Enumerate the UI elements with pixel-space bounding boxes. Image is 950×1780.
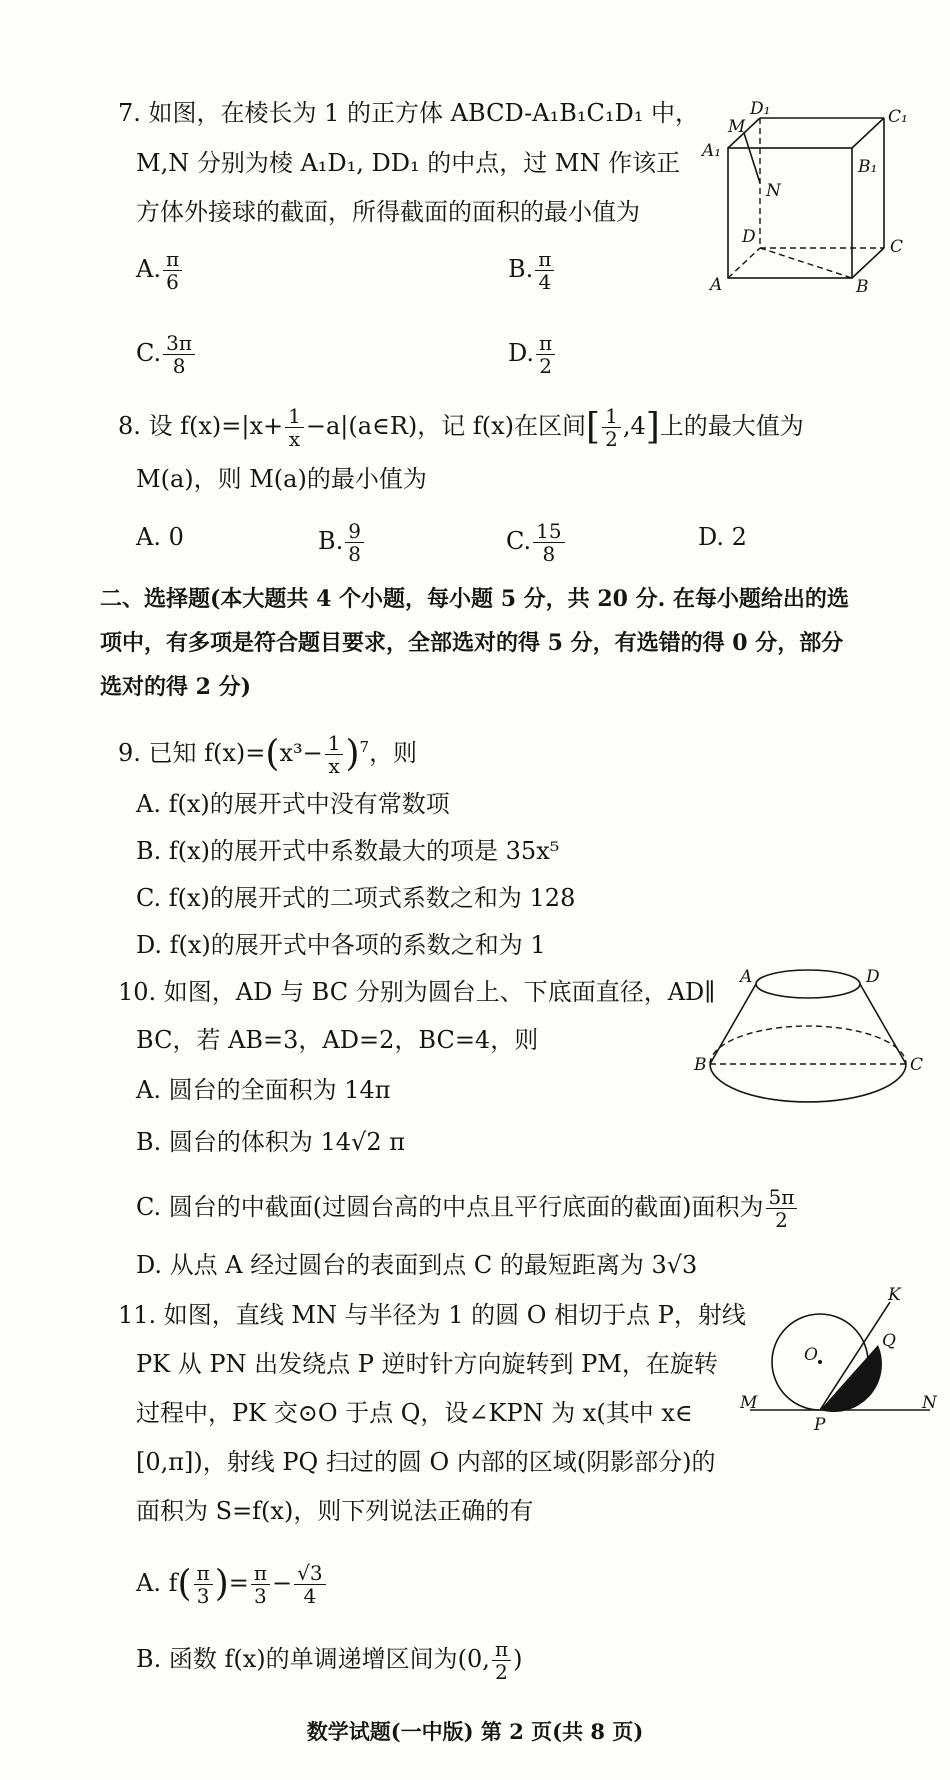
section-2-line-1: 二、选择题(本大题共 4 个小题，每小题 5 分，共 20 分. 在每小题给出的选 [100,586,849,612]
q11-line-3: 过程中，PK 交⊙O 于点 Q，设∠KPN 为 x(其中 x∈ [136,1399,693,1427]
circle-label-k: K [888,1285,901,1305]
cube-label-d: D [742,227,756,247]
frustum-figure [690,960,930,1110]
section-2-line-2: 项中，有多项是符合题目要求，全部选对的得 5 分，有选错的得 0 分，部分 [100,630,844,656]
q7-line-2: M,N 分别为棱 A₁D₁, DD₁ 的中点，过 MN 作该正 [136,149,681,177]
q7-line-3: 方体外接球的截面，所得截面的面积的最小值为 [136,198,640,226]
section-2-line-3: 选对的得 2 分) [100,674,252,700]
cube-label-a: A [710,275,723,295]
page-footer: 数学试题(一中版) 第 2 页(共 8 页) [306,1719,644,1744]
q11-option-b: B. 函数 f(x)的单调递增区间为(0, $\frac{\pi}{2}$ ) [136,1637,523,1684]
cube-label-b: B [856,277,869,297]
q7-option-b: B. $\frac{\pi}{4}$ [508,248,556,293]
q10-option-c: C. 圆台的中截面(过圆台高的中点且平行底面的截面)面积为 $\frac{5\pi}{2}$ [136,1186,799,1231]
circle-label-q: Q [882,1331,896,1351]
cube-figure [700,100,940,300]
q8-option-b: B. $\frac{9}{8}$ [318,520,366,565]
frustum-label-d: D [866,967,880,987]
circle-label-o: O [804,1345,818,1365]
q10-option-b: B. 圆台的体积为 14√2 π [136,1128,406,1156]
q7-line-1: 7. 如图，在棱长为 1 的正方体 ABCD-A₁B₁C₁D₁ 中， [118,99,699,127]
cube-label-c1: C₁ [888,107,908,127]
q10-line-1: 10. 如图，AD 与 BC 分别为圆台上、下底面直径，AD∥ [118,978,716,1006]
q11-line-4: [0,π])，射线 PQ 扫过的圆 O 内部的区域(阴影部分)的 [136,1448,716,1476]
q10-line-2: BC，若 AB=3，AD=2，BC=4，则 [136,1026,539,1054]
q8-line-1: 8. 设 f(x)=|x+ $\frac{1}{x}$ −a|(a∈R)，记 f(x)在区间[ $\frac{1}{2}$ ,4]上的最大值为 [118,404,804,451]
q7-option-a: A. $\frac{\pi}{6}$ [136,248,184,293]
circle-label-m: M [740,1393,758,1413]
cube-label-c: C [890,237,904,257]
q9-option-c: C. f(x)的展开式的二项式系数之和为 128 [136,884,576,912]
cube-label-d1: D₁ [750,100,771,119]
cube-label-m: M [728,117,746,137]
q9-line-1: 9. 已知 f(x)=(x³− $\frac{1}{x}$ )$^7$，则 [118,731,418,778]
q8-option-c: C. $\frac{15}{8}$ [506,520,567,565]
circle-label-n: N [922,1393,937,1413]
q11-line-1: 11. 如图，直线 MN 与半径为 1 的圆 O 相切于点 P，射线 [118,1301,746,1329]
q8-option-d: D. 2 [698,523,747,551]
cube-label-a1: A₁ [702,141,722,161]
frustum-label-b: B [694,1055,707,1075]
circle-figure [740,1280,940,1440]
q10-option-a: A. 圆台的全面积为 14π [136,1076,391,1104]
shaded-region [820,1345,882,1412]
q7-option-c: C. $\frac{3\pi}{8}$ [136,332,197,377]
q10-option-d: D. 从点 A 经过圆台的表面到点 C 的最短距离为 3√3 [136,1251,698,1279]
frustum-label-c: C [910,1055,924,1075]
cube-label-n: N [766,181,781,201]
q9-option-a: A. f(x)的展开式中没有常数项 [136,790,450,818]
q11-line-2: PK 从 PN 出发绕点 P 逆时针方向旋转到 PM，在旋转 [136,1350,718,1378]
circle-label-p: P [814,1415,826,1435]
q9-option-d: D. f(x)的展开式中各项的系数之和为 1 [136,931,546,959]
q9-option-b: B. f(x)的展开式中系数最大的项是 35x⁵ [136,837,560,865]
frustum-label-a: A [740,967,753,987]
cube-label-b1: B₁ [858,157,878,177]
q11-option-a: A. f( $\frac{\pi}{3}$ )= $\frac{\pi}{3}$ − $\frac{√3}{4}$ [136,1562,328,1607]
q8-option-a: A. 0 [136,523,184,551]
q11-line-5: 面积为 S=f(x)，则下列说法正确的有 [136,1497,534,1525]
q7-option-d: D. $\frac{\pi}{2}$ [508,332,557,377]
q8-line-2: M(a)，则 M(a)的最小值为 [136,465,427,493]
